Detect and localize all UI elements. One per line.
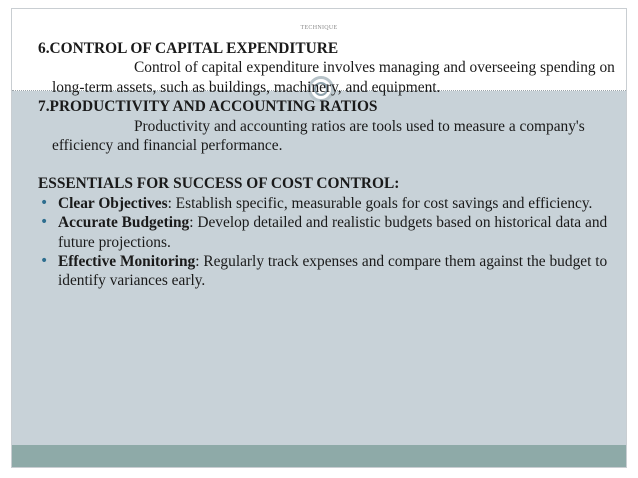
section-6-heading: 6.CONTROL OF CAPITAL EXPENDITURE: [38, 40, 339, 57]
bullet-text: : Establish specific, measurable goals for cost savings and efficiency.: [167, 194, 593, 212]
bullet-dot-icon: •: [40, 214, 49, 231]
essentials-heading: ESSENTIALS FOR SUCCESS OF COST CONTROL:: [38, 175, 400, 193]
bullet-text: : Regularly track expenses and compare them against the budget to identify variances early.: [58, 253, 608, 290]
bullet-text: : Develop detailed and realistic budgets based on historical data and future projections.: [58, 214, 608, 251]
section-6-body: Control of capital expenditure involves managing and overseeing spending on long-term assets, such as buildings, machinery, and equipment.: [52, 59, 615, 96]
bullet-dot-icon: •: [40, 194, 49, 211]
slide-footer-band: [12, 445, 626, 467]
slide-header-label: TECHNIQUE: [300, 25, 338, 31]
bullet-term: Accurate Budgeting: [58, 214, 190, 232]
bullet-term: Clear Objectives: [58, 194, 168, 212]
bullet-dot-icon: •: [40, 253, 49, 270]
slide: [11, 8, 627, 468]
bullet-item: [38, 252, 618, 291]
section-7-heading: 7.PRODUCTIVITY AND ACCOUNTING RATIOS: [38, 98, 378, 116]
bullet-item: [38, 194, 618, 213]
section-7-body: Productivity and accounting ratios are tools used to measure a company's efficiency and financial performance.: [52, 117, 585, 155]
bullet-term: Effective Monitoring: [58, 253, 196, 271]
bullet-item: [38, 213, 618, 252]
slide-content: [38, 39, 618, 291]
spacer: [38, 155, 618, 174]
